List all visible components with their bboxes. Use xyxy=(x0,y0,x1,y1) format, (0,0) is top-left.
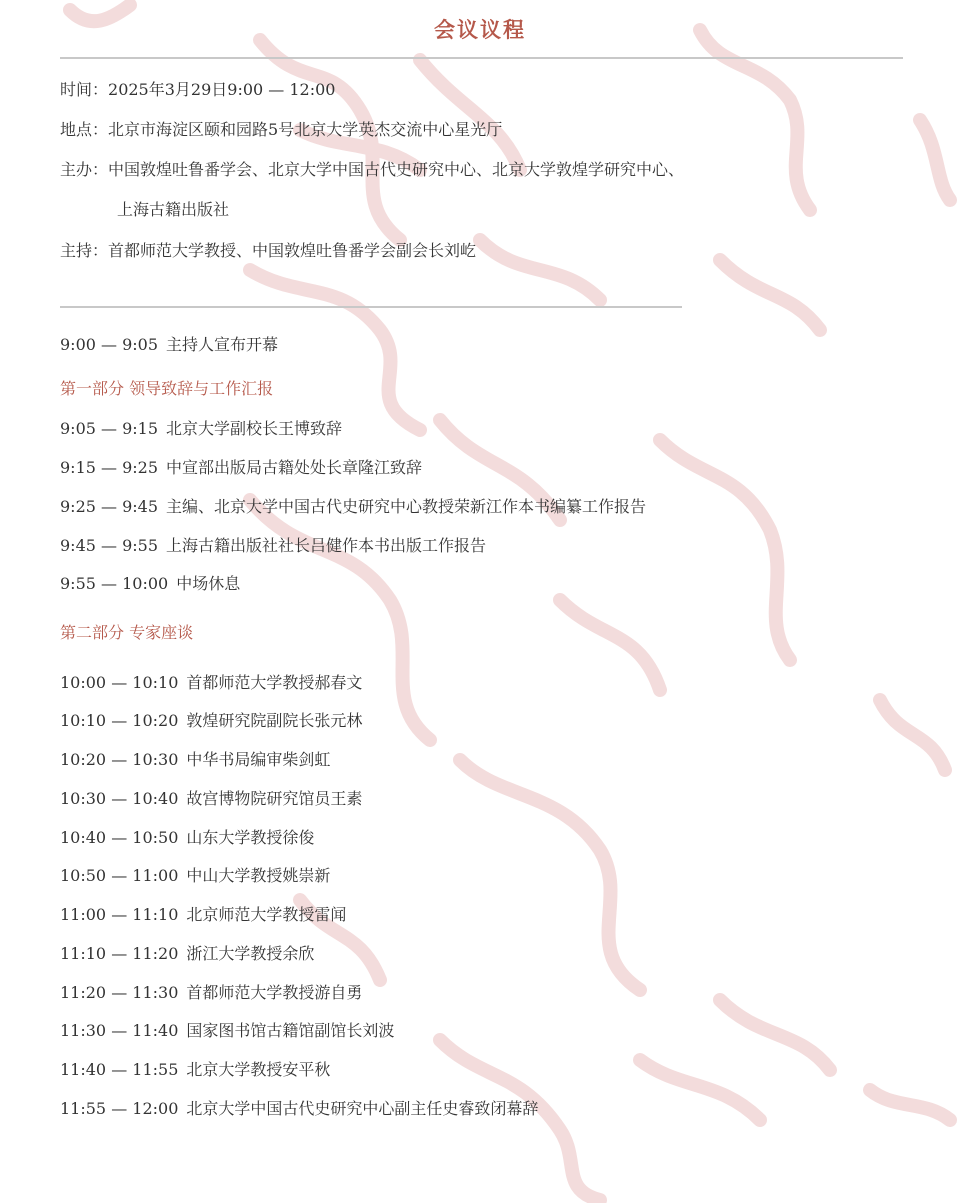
schedule-item xyxy=(60,788,362,810)
schedule-desc: 首都师范大学教授游自勇 xyxy=(186,983,363,1002)
schedule-time: 11:40 — 11:55 xyxy=(60,1060,179,1079)
schedule-time: 11:00 — 11:10 xyxy=(60,905,179,924)
location-value: 北京市海淀区颐和园路5号北京大学英杰交流中心星光厅 xyxy=(108,120,503,139)
section-title-part2: 第二部分 专家座谈 xyxy=(60,623,194,642)
schedule-item xyxy=(60,1059,330,1081)
schedule-desc: 故宫博物院研究馆员王素 xyxy=(186,789,363,808)
schedule-time: 11:55 — 12:00 xyxy=(60,1099,179,1118)
page-title: 会议议程 xyxy=(434,17,526,42)
host-value-line2: 上海古籍出版社 xyxy=(117,200,230,219)
host-value-line1: 中国敦煌吐鲁番学会、北京大学中国古代史研究中心、北京大学敦煌学研究中心、 xyxy=(108,160,685,179)
moderator-value: 首都师范大学教授、中国敦煌吐鲁番学会副会长刘屹 xyxy=(108,241,477,260)
schedule-time: 9:55 — 10:00 xyxy=(60,574,169,593)
schedule-desc: 首都师范大学教授郝春文 xyxy=(186,673,363,692)
schedule-item xyxy=(60,982,362,1004)
schedule-time: 9:05 — 9:15 xyxy=(60,419,159,438)
schedule-desc: 敦煌研究院副院长张元林 xyxy=(186,711,363,730)
schedule-item xyxy=(60,710,362,732)
host-label: 主办： xyxy=(60,160,109,179)
schedule-time: 9:25 — 9:45 xyxy=(60,497,159,516)
schedule-item xyxy=(60,749,330,771)
schedule-item xyxy=(60,672,362,694)
schedule-item xyxy=(60,943,314,965)
schedule-time: 11:20 — 11:30 xyxy=(60,983,179,1002)
schedule-desc: 主编、北京大学中国古代史研究中心教授荣新江作本书编纂工作报告 xyxy=(166,497,647,516)
schedule-desc: 北京大学副校长王博致辞 xyxy=(166,419,343,438)
schedule-item-opening xyxy=(60,334,278,356)
schedule-item xyxy=(60,573,240,595)
schedule-desc: 北京大学教授安平秋 xyxy=(186,1060,331,1079)
middle-divider xyxy=(60,306,682,308)
schedule-desc: 中华书局编审柴剑虹 xyxy=(186,750,331,769)
schedule-time: 10:40 — 10:50 xyxy=(60,828,179,847)
time-value: 2025年3月29日9:00 — 12:00 xyxy=(108,80,336,99)
time-label: 时间： xyxy=(60,80,109,99)
schedule-item xyxy=(60,904,346,926)
schedule-time: 10:10 — 10:20 xyxy=(60,711,179,730)
section-title-part1: 第一部分 领导致辞与工作汇报 xyxy=(60,379,274,398)
schedule-desc: 上海古籍出版社社长吕健作本书出版工作报告 xyxy=(166,536,487,555)
schedule-time: 11:30 — 11:40 xyxy=(60,1021,179,1040)
schedule-desc: 中山大学教授姚崇新 xyxy=(186,866,331,885)
schedule-item xyxy=(60,827,314,849)
schedule-item xyxy=(60,865,330,887)
schedule-desc: 北京师范大学教授雷闻 xyxy=(186,905,347,924)
schedule-desc: 主持人宣布开幕 xyxy=(166,335,279,354)
info-location xyxy=(60,119,502,141)
schedule-desc: 山东大学教授徐俊 xyxy=(186,828,315,847)
schedule-time: 11:10 — 11:20 xyxy=(60,944,179,963)
schedule-item xyxy=(60,535,486,557)
schedule-item xyxy=(60,457,422,479)
schedule-item xyxy=(60,1098,538,1120)
schedule-time: 9:45 — 9:55 xyxy=(60,536,159,555)
schedule-desc: 国家图书馆古籍馆副馆长刘波 xyxy=(186,1021,395,1040)
schedule-item xyxy=(60,418,342,440)
schedule-time: 9:15 — 9:25 xyxy=(60,458,159,477)
top-divider xyxy=(60,57,903,59)
schedule-time: 10:00 — 10:10 xyxy=(60,673,179,692)
schedule-desc: 北京大学中国古代史研究中心副主任史睿致闭幕辞 xyxy=(186,1099,539,1118)
schedule-item xyxy=(60,496,646,518)
schedule-time: 9:00 — 9:05 xyxy=(60,335,159,354)
schedule-desc: 中场休息 xyxy=(176,574,241,593)
schedule-time: 10:30 — 10:40 xyxy=(60,789,179,808)
info-time xyxy=(60,79,336,101)
moderator-label: 主持： xyxy=(60,241,109,260)
location-label: 地点： xyxy=(60,120,109,139)
schedule-item xyxy=(60,1020,394,1042)
info-moderator xyxy=(60,240,476,262)
info-host xyxy=(60,159,684,181)
schedule-time: 10:50 — 11:00 xyxy=(60,866,179,885)
schedule-time: 10:20 — 10:30 xyxy=(60,750,179,769)
schedule-desc: 浙江大学教授余欣 xyxy=(186,944,315,963)
schedule-desc: 中宣部出版局古籍处处长章隆江致辞 xyxy=(166,458,423,477)
